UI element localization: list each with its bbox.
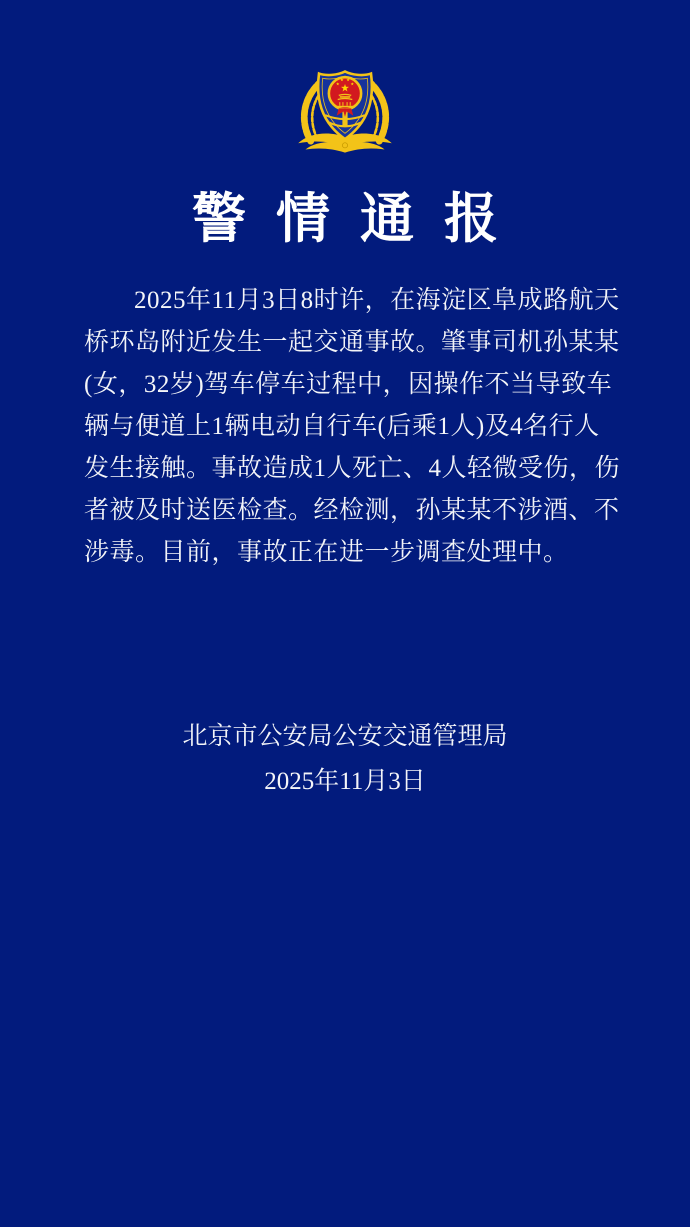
body-line-1: 2025年11月3日8时许，在海淀区阜成路航天 xyxy=(134,287,620,314)
body-line-6: 者被及时送医检查。经检测，孙某某不涉酒、不 xyxy=(84,497,620,524)
signature-block xyxy=(0,714,690,804)
notice-title-text: 警情通报 xyxy=(192,189,528,249)
body-line-7: 涉毒。目前，事故正在进一步调查处理中。 xyxy=(84,539,569,566)
notice-title xyxy=(0,188,690,250)
body-line-5: 发生接触。事故造成1人死亡、4人轻微受伤，伤 xyxy=(84,455,621,482)
signature-date: 2025年11月3日 xyxy=(264,768,426,795)
signature-agency: 北京市公安局公安交通管理局 xyxy=(182,723,508,750)
body-line-3: (女，32岁)驾车停车过程中，因操作不当导致车 xyxy=(84,371,613,398)
body-line-4: 辆与便道上1辆电动自行车(后乘1人)及4名行人 xyxy=(84,413,600,440)
notice-body xyxy=(84,280,621,574)
police-badge-icon xyxy=(293,64,397,158)
body-line-2: 桥环岛附近发生一起交通事故。肇事司机孙某某 xyxy=(84,329,620,356)
